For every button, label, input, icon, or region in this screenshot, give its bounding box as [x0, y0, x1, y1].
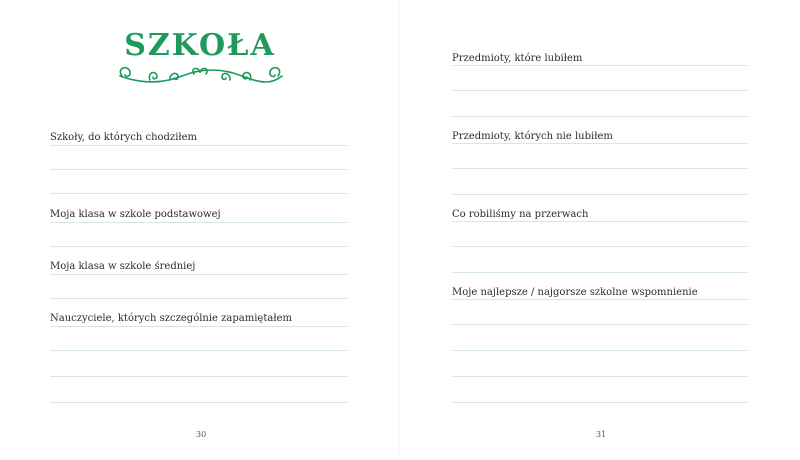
- writing-line: [452, 350, 748, 351]
- writing-line: [452, 246, 748, 247]
- writing-line: [452, 116, 748, 117]
- vine-flourish-icon: [112, 64, 288, 88]
- writing-line: [50, 326, 348, 327]
- writing-line: [50, 246, 348, 247]
- writing-line: [452, 272, 748, 273]
- writing-line: [452, 376, 748, 377]
- section-label-breaks: Co robiliśmy na przerwach: [452, 209, 589, 220]
- section-label-liked-subjects: Przedmioty, które lubiłem: [452, 53, 583, 64]
- section-label-disliked-subjects: Przedmioty, których nie lubiłem: [452, 131, 613, 142]
- writing-line: [452, 324, 748, 325]
- section-label-schools: Szkoły, do których chodziłem: [50, 132, 198, 143]
- writing-line: [50, 376, 348, 377]
- writing-line: [452, 65, 748, 66]
- writing-line: [50, 350, 348, 351]
- writing-line: [452, 143, 748, 144]
- writing-line: [452, 194, 748, 195]
- writing-line: [50, 298, 348, 299]
- section-label-primary-class: Moja klasa w szkole podstawowej: [50, 209, 221, 220]
- writing-line: [50, 222, 348, 223]
- writing-line: [452, 168, 748, 169]
- section-label-secondary-class: Moja klasa w szkole średniej: [50, 261, 196, 272]
- writing-line: [452, 402, 748, 403]
- right-page: [400, 0, 800, 460]
- writing-line: [50, 145, 348, 146]
- writing-line: [50, 402, 348, 403]
- page-title: SZKOŁA: [124, 28, 276, 63]
- writing-line: [452, 221, 748, 222]
- writing-line: [452, 299, 748, 300]
- page-number: 31: [596, 430, 607, 439]
- section-label-memories: Moje najlepsze / najgorsze szkolne wspomnienie: [452, 287, 698, 298]
- page-number: 30: [196, 430, 207, 439]
- writing-line: [50, 274, 348, 275]
- section-label-teachers: Nauczyciele, których szczególnie zapamiętałem: [50, 313, 292, 324]
- writing-line: [452, 90, 748, 91]
- writing-line: [50, 169, 348, 170]
- writing-line: [50, 193, 348, 194]
